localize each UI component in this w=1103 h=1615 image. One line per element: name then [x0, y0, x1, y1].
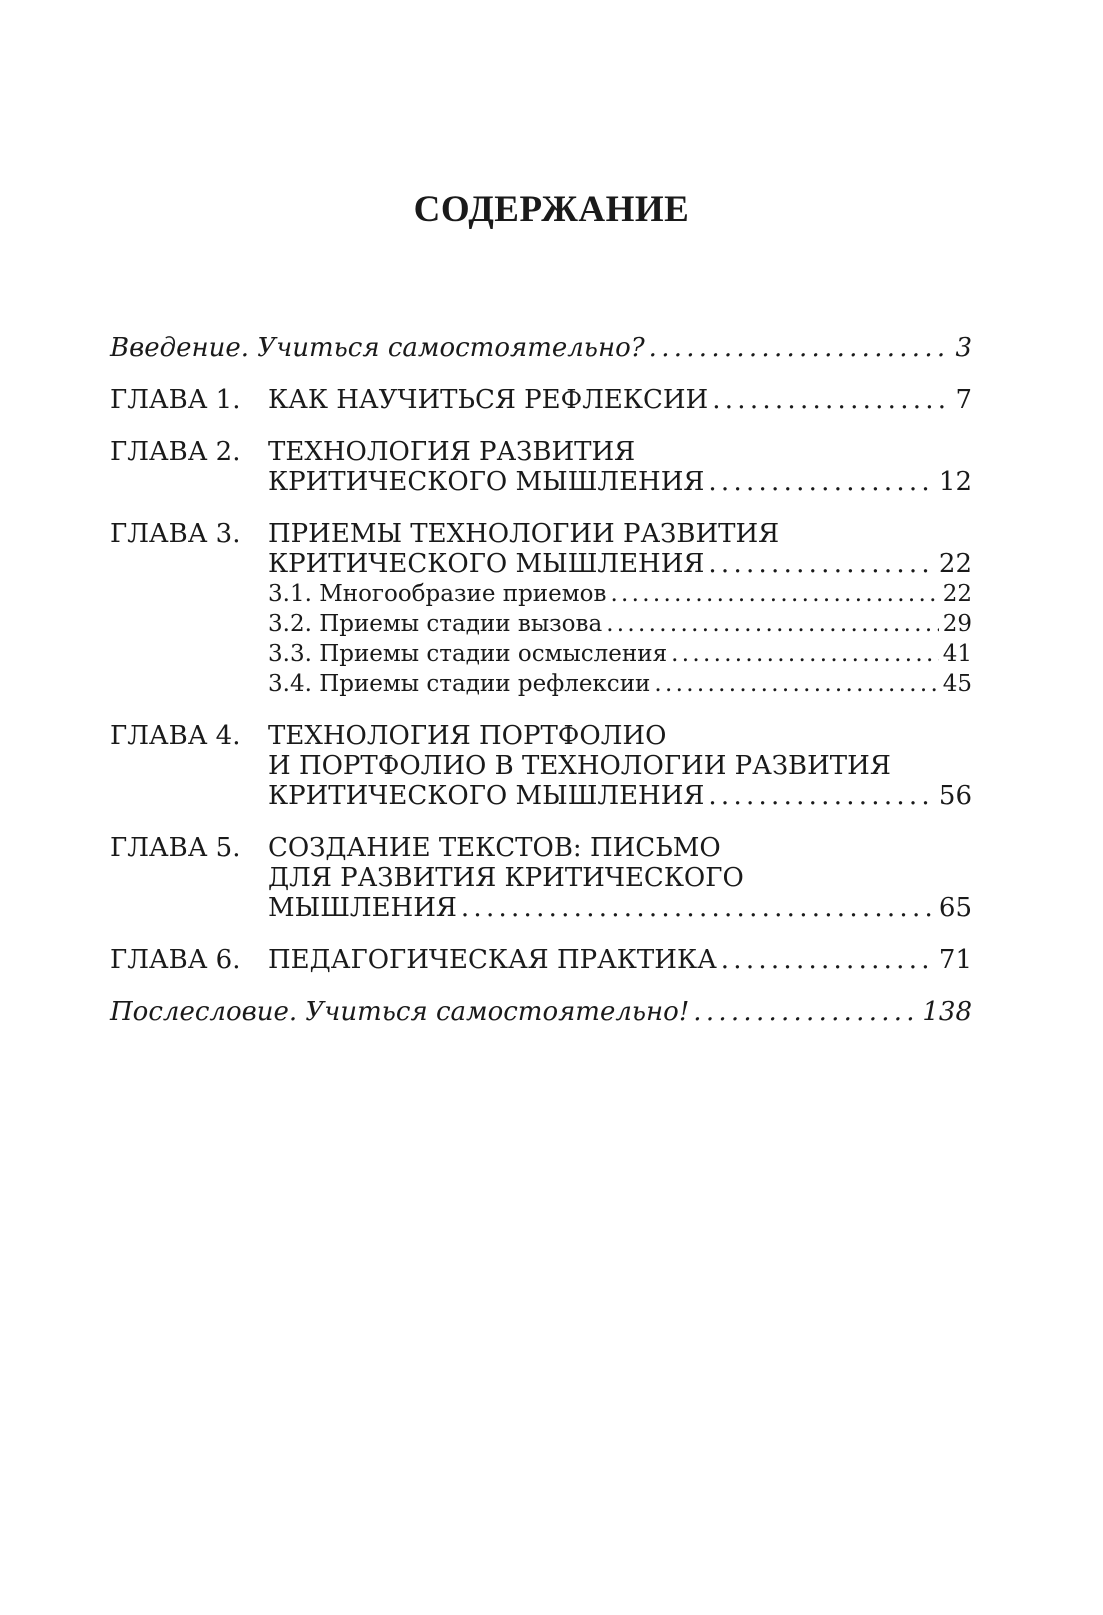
chapter-title-line: ТЕХНОЛОГИЯ РАЗВИТИЯ: [268, 437, 636, 467]
chapter-number: ГЛАВА 4.: [110, 721, 241, 751]
dot-leader: [654, 669, 938, 699]
chapter-page: 12: [938, 467, 972, 497]
dot-leader: [606, 609, 939, 639]
chapter-page: 65: [938, 893, 972, 923]
toc-entry-page: 3: [955, 333, 972, 363]
toc-entry-label: Послесловие. Учиться самостоятельно!: [110, 997, 690, 1027]
toc-entry-chapter-5-cont[interactable]: [110, 893, 972, 923]
dot-leader: [721, 945, 935, 975]
table-of-contents: [110, 333, 972, 1027]
dot-leader: [671, 639, 939, 669]
toc-entry-section-3-4[interactable]: [110, 669, 972, 699]
toc-entry-introduction[interactable]: [110, 333, 972, 363]
chapter-title-line: И ПОРТФОЛИО В ТЕХНОЛОГИИ РАЗВИТИЯ: [268, 751, 891, 781]
dot-leader: [649, 333, 952, 363]
toc-entry-afterword[interactable]: [110, 997, 972, 1027]
dot-leader: [708, 781, 935, 811]
chapter-number: ГЛАВА 3.: [110, 519, 241, 549]
toc-entry-chapter-3-cont[interactable]: [110, 549, 972, 579]
section-title: 3.3. Приемы стадии осмысления: [268, 641, 668, 667]
section-title: 3.4. Приемы стадии рефлексии: [268, 671, 651, 697]
section-page: 29: [942, 611, 972, 637]
chapter-title: ПЕДАГОГИЧЕСКАЯ ПРАКТИКА: [268, 945, 717, 975]
chapter-number: ГЛАВА 2.: [110, 437, 241, 467]
chapter-title-line: ПРИЕМЫ ТЕХНОЛОГИИ РАЗВИТИЯ: [268, 519, 780, 549]
section-page: 41: [942, 641, 972, 667]
chapter-title-line: КРИТИЧЕСКОГО МЫШЛЕНИЯ: [268, 467, 705, 497]
dot-leader: [693, 997, 918, 1027]
chapter-number: ГЛАВА 5.: [110, 833, 241, 863]
toc-entry-chapter-5[interactable]: [110, 833, 972, 863]
toc-entry-chapter-4-cont[interactable]: [110, 751, 972, 781]
section-title: 3.1. Многообразие приемов: [268, 581, 607, 607]
toc-entry-chapter-6[interactable]: [110, 945, 972, 975]
toc-entry-chapter-2-cont[interactable]: [110, 467, 972, 497]
dot-leader: [461, 893, 935, 923]
chapter-title: КАК НАУЧИТЬСЯ РЕФЛЕКСИИ: [268, 385, 709, 415]
chapter-page: 22: [938, 549, 972, 579]
toc-entry-section-3-3[interactable]: [110, 639, 972, 669]
toc-entry-chapter-5-cont[interactable]: [110, 863, 972, 893]
chapter-title-line: МЫШЛЕНИЯ: [268, 893, 457, 923]
toc-entry-label: Введение. Учиться самостоятельно?: [110, 333, 645, 363]
toc-entry-chapter-3[interactable]: [110, 519, 972, 549]
chapter-page: 71: [938, 945, 972, 975]
toc-entry-page: 138: [922, 997, 972, 1027]
chapter-number: ГЛАВА 1.: [110, 385, 241, 415]
toc-entry-chapter-4[interactable]: [110, 721, 972, 751]
section-title: 3.2. Приемы стадии вызова: [268, 611, 603, 637]
chapter-title-line: КРИТИЧЕСКОГО МЫШЛЕНИЯ: [268, 549, 705, 579]
chapter-page: 56: [938, 781, 972, 811]
toc-entry-chapter-1[interactable]: [110, 385, 972, 415]
dot-leader: [712, 385, 951, 415]
chapter-page: 7: [955, 385, 972, 415]
dot-leader: [708, 549, 935, 579]
toc-entry-section-3-1[interactable]: [110, 579, 972, 609]
toc-entry-section-3-2[interactable]: [110, 609, 972, 639]
toc-entry-chapter-4-cont[interactable]: [110, 781, 972, 811]
dot-leader: [708, 467, 935, 497]
chapter-title-line: СОЗДАНИЕ ТЕКСТОВ: ПИСЬМО: [268, 833, 721, 863]
chapter-title-line: КРИТИЧЕСКОГО МЫШЛЕНИЯ: [268, 781, 705, 811]
chapter-number: ГЛАВА 6.: [110, 945, 241, 975]
section-page: 22: [942, 581, 972, 607]
chapter-title-line: ТЕХНОЛОГИЯ ПОРТФОЛИО: [268, 721, 667, 751]
toc-entry-chapter-2[interactable]: [110, 437, 972, 467]
dot-leader: [610, 579, 938, 609]
chapter-title-line: ДЛЯ РАЗВИТИЯ КРИТИЧЕСКОГО: [268, 863, 744, 893]
page-title: СОДЕРЖАНИЕ: [413, 189, 690, 230]
section-page: 45: [942, 671, 972, 697]
